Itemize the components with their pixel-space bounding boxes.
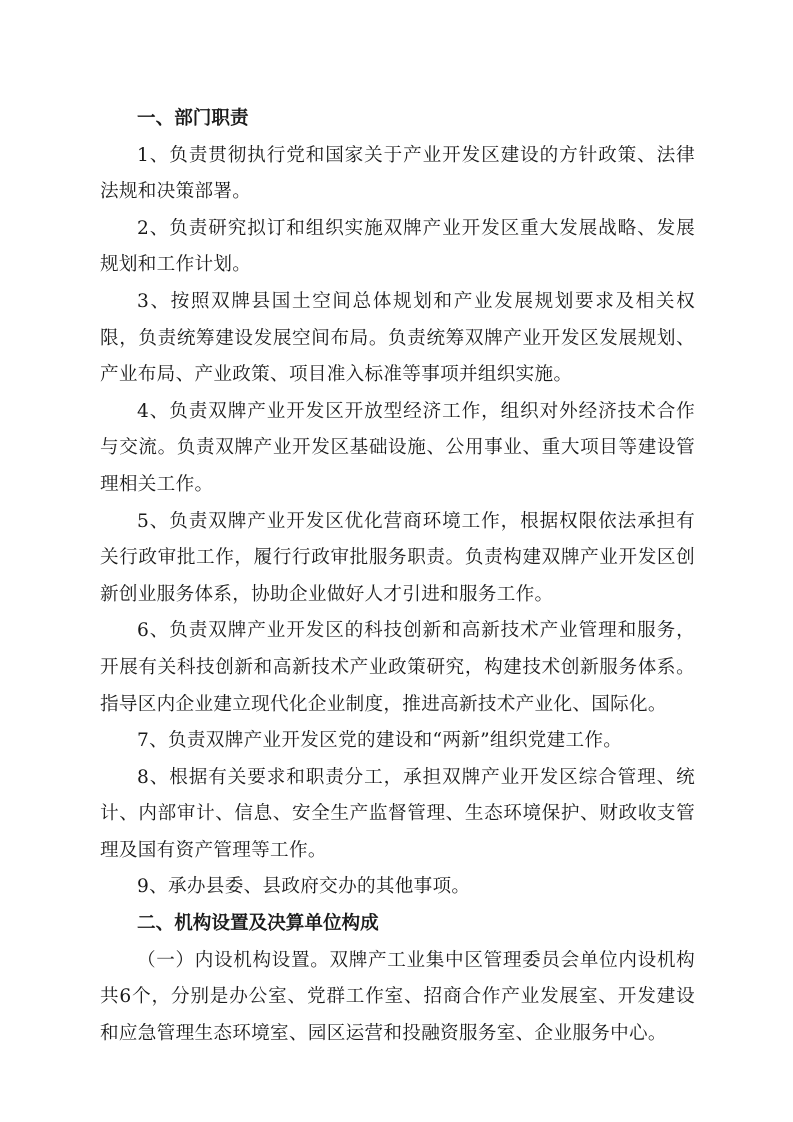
- section-heading-duties: 一、部门职责: [137, 108, 249, 129]
- duty-item-6: 6、负责双牌产业开发区的科技创新和高新技术产业管理和服务，开展有关科技创新和高新技术产业政策研究，构建技术创新服务体系。指导区内企业建立现代化企业制度，推进高新技术产业化、国际化。: [100, 620, 695, 715]
- duty-item-5: 5、负责双牌产业开发区优化营商环境工作，根据权限依法承担有关行政审批工作，履行行政审批服务职责。负责构建双牌产业开发区创新创业服务体系，协助企业做好人才引进和服务工作。: [100, 510, 695, 605]
- document-body: [100, 101, 695, 1052]
- duty-item-2: 2、负责研究拟订和组织实施双牌产业开发区重大发展战略、发展规划和工作计划。: [100, 217, 695, 276]
- duty-item-7: 7、负责双牌产业开发区党的建设和“两新”组织党建工作。: [137, 730, 623, 752]
- section-heading-structure: 二、机构设置及决算单位构成: [137, 913, 379, 935]
- duty-item-8: 8、根据有关要求和职责分工，承担双牌产业开发区综合管理、统计、内部审计、信息、安全生产监督管理、生态环境保护、财政收支管理及国有资产管理等工作。: [100, 766, 695, 861]
- duty-item-3: 3、按照双牌县国土空间总体规划和产业发展规划要求及相关权限，负责统筹建设发展空间布局。负责统筹双牌产业开发区发展规划、产业布局、产业政策、项目准入标准等事项并组织实施。: [100, 290, 695, 386]
- structure-paragraph-1: （一）内设机构设置。双牌产工业集中区管理委员会单位内设机构共6个，分别是办公室、党群工作室、招商合作产业发展室、开发建设和应急管理生态环境室、园区运营和投融资服务室、企业服务中心。: [100, 949, 695, 1044]
- duty-item-1: 1、负责贯彻执行党和国家关于产业开发区建设的方针政策、法律法规和决策部署。: [100, 144, 695, 203]
- duty-item-4: 4、负责双牌产业开发区开放型经济工作，组织对外经济技术合作与交流。负责双牌产业开发区基础设施、公用事业、重大项目等建设管理相关工作。: [100, 400, 695, 495]
- duty-item-9: 9、承办县委、县政府交办的其他事项。: [137, 876, 471, 898]
